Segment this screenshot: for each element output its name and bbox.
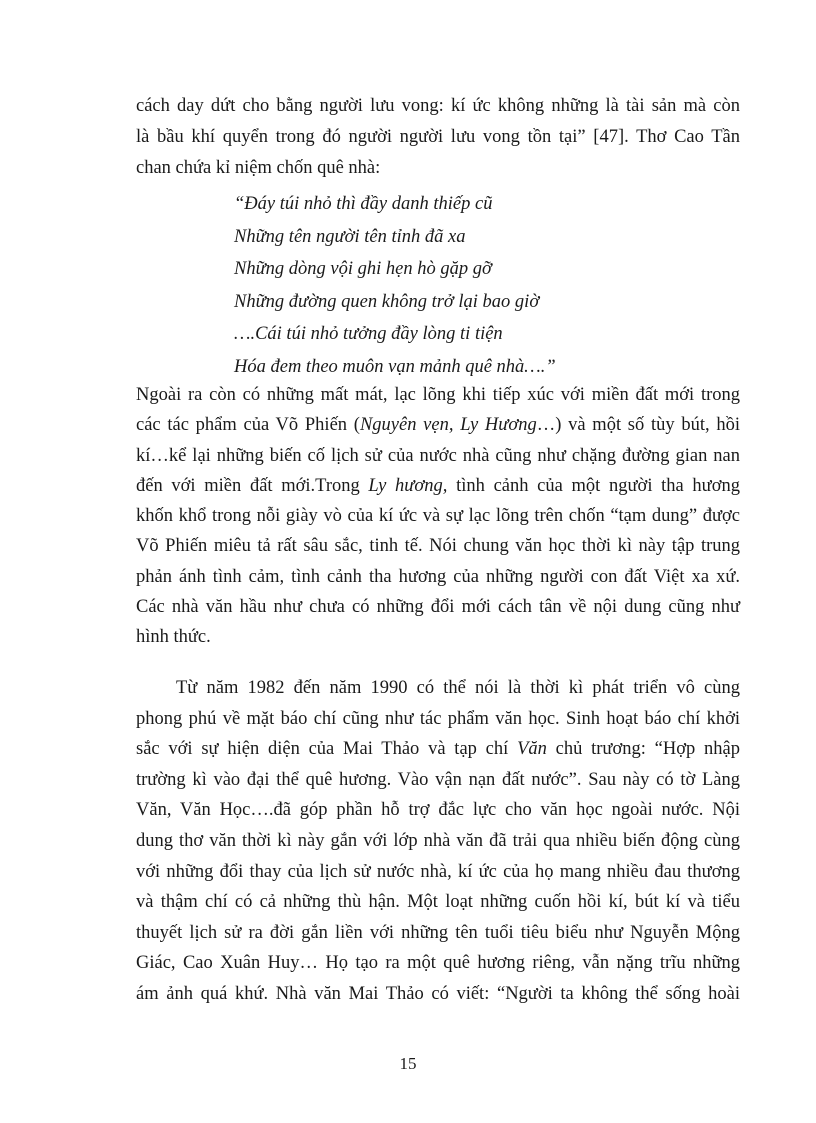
text-line xyxy=(136,734,740,765)
text-line: Ngoài ra còn có những mất mát, lạc lõng khi tiếp xúc với miền đất mới trong xyxy=(136,385,740,405)
text-run: đến với miền đất mới.Trong xyxy=(136,475,369,496)
text-line: Các nhà văn hầu như chưa có những đổi mới cách tân về nội dung cũng như xyxy=(136,597,740,618)
text-run: tình cảnh của một người tha hương xyxy=(447,475,740,496)
text-line: là bầu khí quyển trong đó người người lưu vong tồn tại” [47]. Thơ Cao Tần xyxy=(136,127,740,147)
poem-line: “Đáy túi nhỏ thì đầy danh thiếp cũ xyxy=(234,194,493,214)
paragraph-2 xyxy=(136,380,740,653)
poem-line: Những tên người tên tỉnh đã xa xyxy=(234,226,466,247)
text-line: phản ánh tình cảm, tình cảnh tha hương của những người con đất Việt xa xứ. xyxy=(136,566,740,587)
work-title-italic: Ly hương, xyxy=(368,475,448,496)
work-title-italic: Nguyên vẹn, Ly Hương xyxy=(359,415,537,436)
text-line: thuyết lịch sử ra đời gắn liền với những tên tuổi tiêu biểu như Nguyễn Mộng xyxy=(136,922,740,943)
text-run: các tác phẩm của Võ Phiến ( xyxy=(136,415,360,436)
text-line: hình thức. xyxy=(136,627,211,648)
text-line: kí…kể lại những biến cố lịch sử của nước nhà cũng như chặng đường gian nan xyxy=(136,445,740,466)
page-number: 15 xyxy=(399,1054,417,1073)
text-run: …) và một số tùy bút, hồi xyxy=(536,415,740,436)
poem-line: Hóa đem theo muôn vạn mảnh quê nhà….” xyxy=(234,356,556,377)
text-line xyxy=(136,471,740,501)
poem-line: Những dòng vội ghi hẹn hò gặp gỡ xyxy=(234,259,492,279)
text-line: và thậm chí có cả những thù hận. Một loạt những cuốn hồi kí, bút kí và tiểu xyxy=(136,892,740,913)
text-line: Từ năm 1982 đến năm 1990 có thể nói là thời kì phát triển vô cùng xyxy=(176,678,740,698)
text-line: Văn, Văn Học….đã góp phần hỗ trợ đắc lực cho văn học ngoài nước. Nội xyxy=(136,800,740,821)
text-line: Võ Phiến miêu tả rất sâu sắc, tinh tế. Nói chung văn học thời kì này tập trung xyxy=(136,536,740,557)
text-line: trường kì vào đại thể quê hương. Vào vận nạn đất nước”. Sau này có tờ Làng xyxy=(136,769,740,790)
paragraph-3 xyxy=(136,673,740,1010)
text-line: với những đổi thay của lịch sử nước nhà, kí ức của họ mang nhiều đau thương xyxy=(136,861,740,882)
text-line: Giác, Cao Xuân Huy… Họ tạo ra một quê hương riêng, vẫn nặng trĩu những xyxy=(136,953,740,974)
poem-line: ….Cái túi nhỏ tưởng đầy lòng ti tiện xyxy=(234,324,503,344)
text-line: chan chứa kỉ niệm chốn quê nhà: xyxy=(136,158,381,178)
text-run: sắc với sự hiện diện của Mai Thảo và tạp chí xyxy=(136,739,518,760)
text-run: chủ trương: “Hợp nhập xyxy=(546,739,740,760)
text-line: ám ảnh quá khứ. Nhà văn Mai Thảo có viết: “Người ta không thể sống hoài xyxy=(136,983,740,1004)
text-line: dung thơ văn thời kì này gắn với lớp nhà văn đã trải qua nhiều biến động cùng xyxy=(136,830,740,851)
poem-quote xyxy=(234,188,556,383)
paragraph-1 xyxy=(136,91,740,184)
text-line: phong phú về mặt báo chí cũng như tác phẩm văn học. Sinh hoạt báo chí khởi xyxy=(136,708,740,729)
journal-title-italic: Văn xyxy=(517,739,547,760)
text-line: khốn khổ trong nỗi giày vò của kí ức và sự lạc lõng trên chốn “tạm dung” được xyxy=(136,506,740,527)
text-line xyxy=(136,410,740,440)
text-line: cách day dứt cho bằng người lưu vong: kí ức không những là tài sản mà còn xyxy=(136,96,740,116)
poem-line: Những đường quen không trở lại bao giờ xyxy=(234,291,540,312)
